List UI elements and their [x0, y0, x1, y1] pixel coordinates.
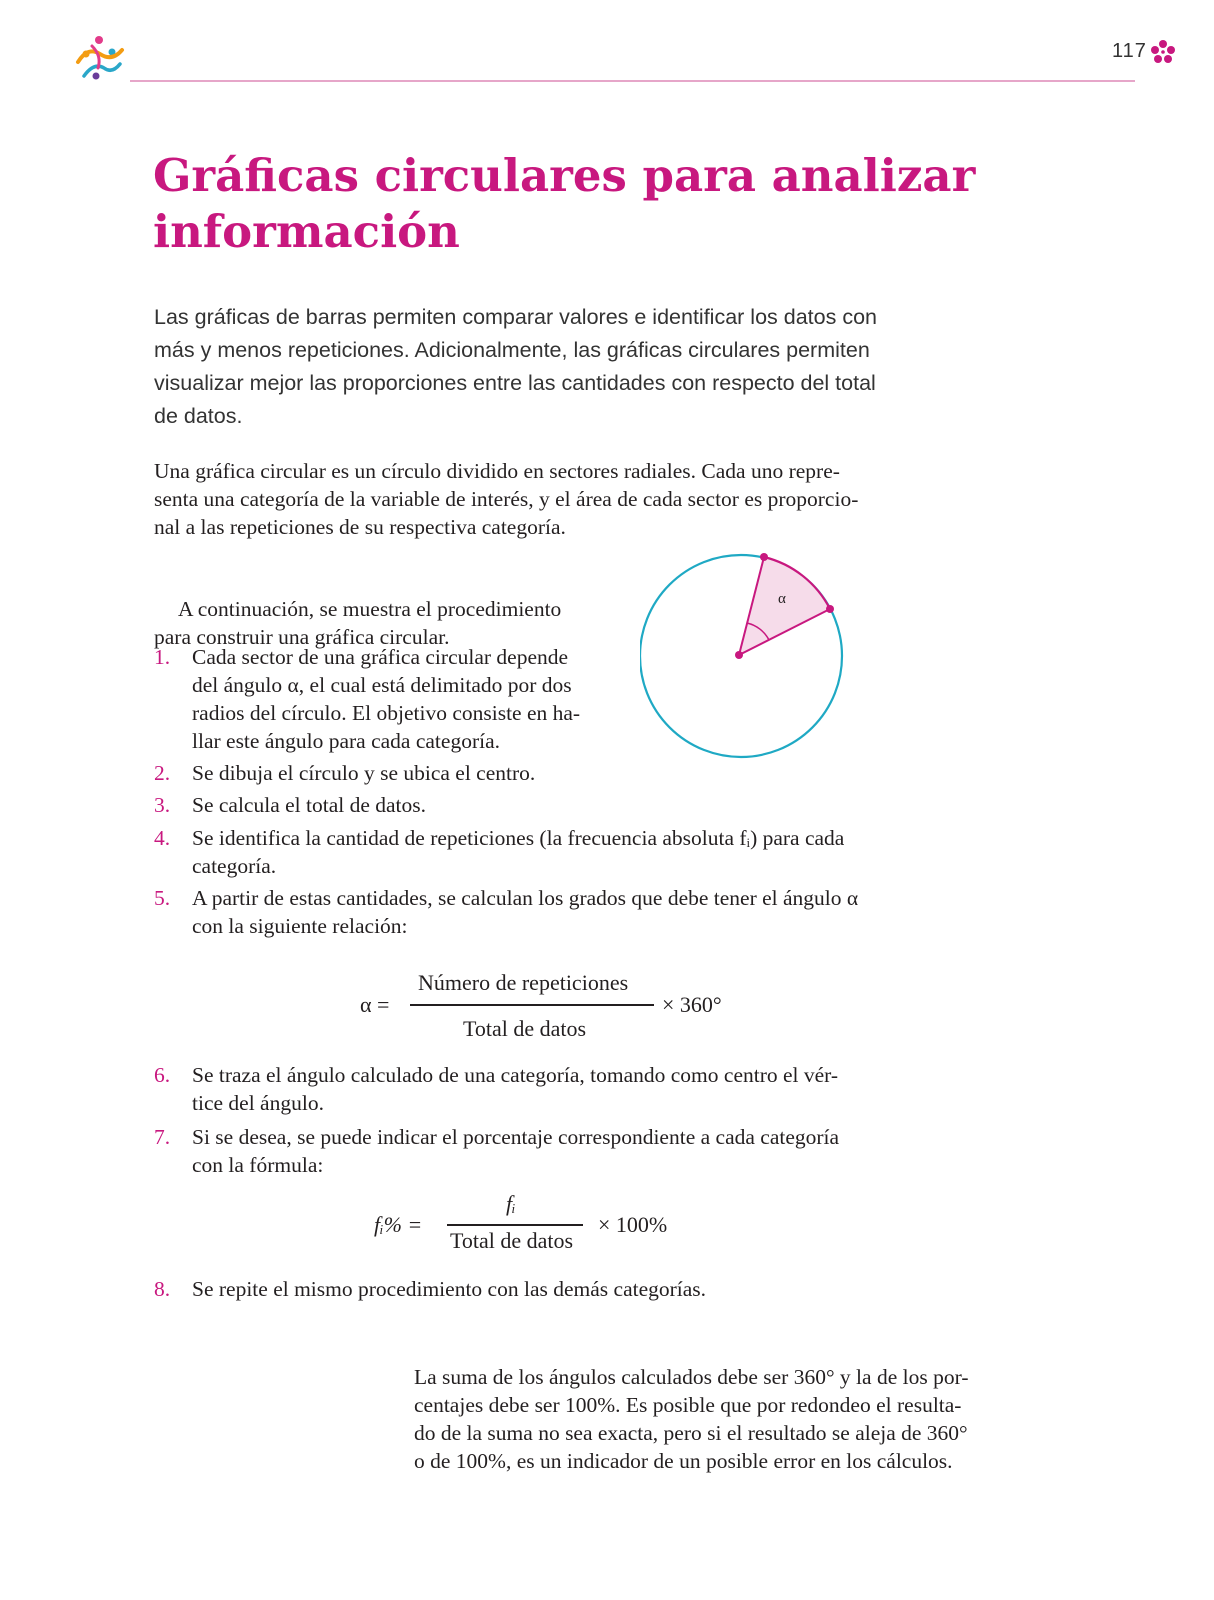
text-line: visualizar mejor las proporciones entre las cantidades con respecto del total	[154, 371, 876, 395]
text-line: A partir de estas cantidades, se calculan los grados que debe tener el ángulo α	[192, 886, 859, 910]
text-line: más y menos repeticiones. Adicionalmente, las gráficas circulares permiten	[154, 338, 870, 362]
step-number: 4.	[154, 826, 171, 850]
text-line: para construir una gráfica circular.	[154, 625, 450, 649]
text-line: Se calcula el total de datos.	[192, 793, 427, 817]
list-item	[154, 1123, 914, 1179]
step-number: 6.	[154, 1063, 171, 1087]
text-line: Se dibuja el círculo y se ubica el centro.	[192, 761, 536, 785]
title-line: Gráficas circulares para analizar	[153, 149, 976, 202]
formula-factor: × 360°	[662, 992, 722, 1017]
list-item	[154, 759, 914, 787]
text-line: La suma de los ángulos calculados debe ser 360° y la de los por-	[414, 1365, 969, 1389]
flower-ornament-icon	[1148, 38, 1178, 68]
formula-numerator: fᵢ	[506, 1191, 516, 1216]
text-line: llar este ángulo para cada categoría.	[192, 729, 500, 753]
sector-point	[760, 553, 768, 561]
list-item	[154, 824, 914, 880]
formula-factor: × 100%	[598, 1212, 668, 1237]
formula-numerator: Número de repeticiones	[418, 970, 629, 995]
text-line: Las gráficas de barras permiten comparar valores e identificar los datos con	[154, 305, 877, 329]
definition-paragraph	[154, 457, 914, 541]
text-line: con la siguiente relación:	[192, 914, 408, 938]
formula-denominator: Total de datos	[450, 1228, 574, 1253]
text-line: radios del círculo. El objetivo consiste en ha-	[192, 701, 581, 725]
step-number: 1.	[154, 645, 171, 669]
text-line: con la fórmula:	[192, 1153, 324, 1177]
text-line: Una gráfica circular es un círculo dividido en sectores radiales. Cada uno repre-	[154, 459, 840, 483]
list-item	[154, 643, 914, 755]
text-line: do de la suma no sea exacta, pero si el resultado se aleja de 360°	[414, 1421, 968, 1445]
page-title	[153, 148, 976, 260]
text-line: o de 100%, es un indicador de un posible error en los cálculos.	[414, 1449, 953, 1473]
list-item	[154, 1061, 914, 1117]
text-line: centajes debe ser 100%. Es posible que por redondeo el resulta-	[414, 1393, 962, 1417]
text-line: Se traza el ángulo calculado de una categoría, tomando como centro el vér-	[192, 1063, 839, 1087]
text-line: Se identifica la cantidad de repeticiones (la frecuencia absoluta fᵢ) para cada	[192, 826, 845, 850]
text-line: Cada sector de una gráfica circular depende	[192, 645, 569, 669]
text-line: de datos.	[154, 404, 243, 428]
fraction-bar	[410, 1004, 654, 1006]
list-item	[154, 791, 914, 819]
step-number: 7.	[154, 1125, 171, 1149]
text-line: categoría.	[192, 854, 277, 878]
formula-lhs: α =	[360, 992, 390, 1017]
step-number: 3.	[154, 793, 171, 817]
list-item	[154, 884, 914, 940]
logo-icon	[72, 32, 128, 88]
text-line: Si se desea, se puede indicar el porcentaje correspondiente a cada categoría	[192, 1125, 840, 1149]
title-line: información	[153, 205, 460, 258]
header-rule	[130, 80, 1135, 82]
step-number: 2.	[154, 761, 171, 785]
text-line: senta una categoría de la variable de interés, y el área de cada sector es proporcio-	[154, 487, 859, 511]
fraction-bar	[447, 1224, 583, 1226]
formula-lhs: fᵢ% =	[374, 1212, 423, 1237]
text-line: nal a las repeticiones de su respectiva categoría.	[154, 515, 566, 539]
intro-paragraph	[154, 301, 914, 433]
page-number: 117	[1112, 40, 1147, 62]
list-item	[154, 1275, 914, 1303]
sector-point	[826, 605, 834, 613]
text-line: A continuación, se muestra el procedimiento	[178, 597, 562, 621]
text-line: tice del ángulo.	[192, 1091, 324, 1115]
formula-denominator: Total de datos	[463, 1016, 587, 1041]
note-paragraph	[414, 1363, 1014, 1475]
angle-label: α	[778, 591, 786, 607]
text-line: del ángulo α, el cual está delimitado por dos	[192, 673, 572, 697]
text-line: Se repite el mismo procedimiento con las demás categorías.	[192, 1277, 707, 1301]
step-number: 8.	[154, 1277, 171, 1301]
step-number: 5.	[154, 886, 171, 910]
